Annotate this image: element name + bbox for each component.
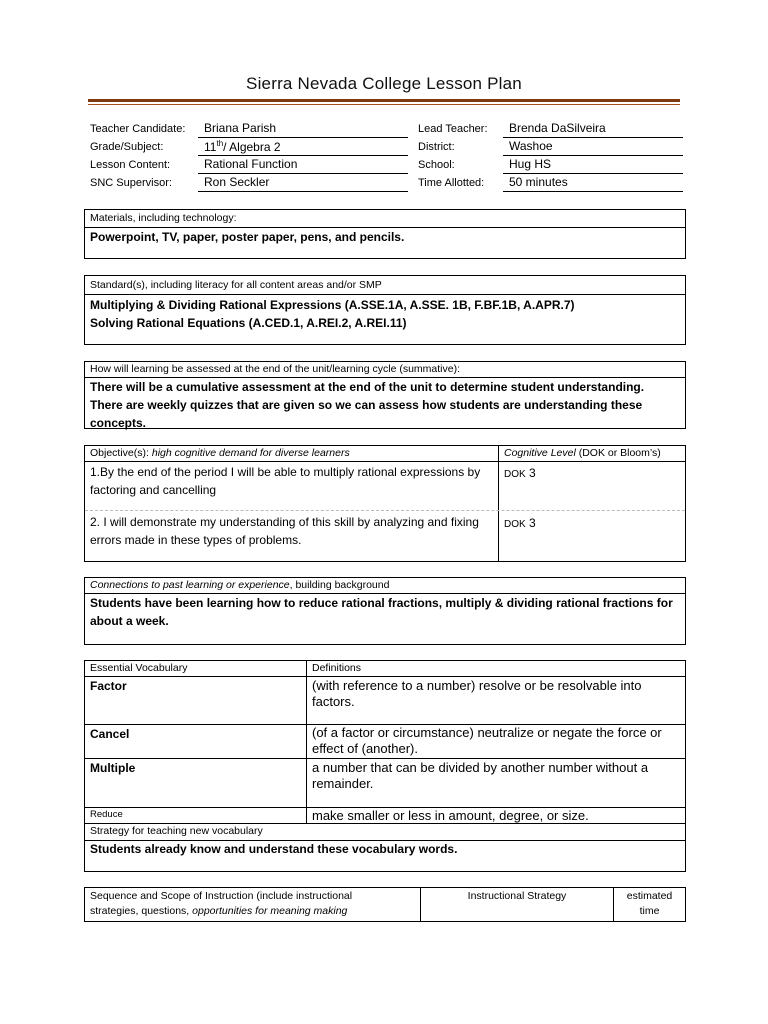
time-allotted-label: Time Allotted: [418,177,485,189]
vocab-col1-header: Essential Vocabulary [90,662,188,674]
objective-item[interactable] [90,463,495,499]
sequence-col1-line2-plain: strategies, questions, [90,905,193,917]
vocab-term: Cancel [90,727,130,741]
objective-num: 1. [90,465,101,479]
sequence-col2-header: Instructional Strategy [467,890,567,902]
title-rule [88,99,680,102]
connections-section [84,577,686,645]
grade-num: 11 [204,140,217,154]
connections-text[interactable]: Students have been learning how to reduce rational fractions, multiply & dividing rational fractions for about a week. [90,596,673,628]
objective-text: By the end of the period I will be able to multiply rational expressions by factoring and cancelling [90,465,481,497]
page-title: Sierra Nevada College Lesson Plan [246,74,522,93]
materials-text[interactable]: Powerpoint, TV, paper, poster paper, pens, and pencils. [90,230,405,244]
cognitive-level-header [504,446,684,461]
objectives-header [90,446,495,461]
objectives-heading-plain: Objective(s): [90,447,152,459]
objective-item[interactable] [90,513,495,549]
lead-teacher-value: Brenda DaSilveira [509,121,606,135]
lesson-content-label: Lesson Content: [90,159,171,171]
dok-cell[interactable] [504,466,684,480]
vocab-row-divider [85,758,685,759]
sequence-col1-header [90,889,415,919]
grade-subject-field[interactable] [198,139,408,156]
vocabulary-table [84,660,686,872]
objectives-col-divider [498,446,499,561]
vocab-definition[interactable]: (with reference to a number) resolve or be resolvable into factors. [312,678,642,709]
connections-heading-italic: Connections to past learning or experience [90,579,290,591]
snc-supervisor-label: SNC Supervisor: [90,177,172,189]
standards-section [84,275,686,345]
standards-heading: Standard(s), including literacy for all content areas and/or SMP [85,276,685,295]
standards-line-2[interactable]: Solving Rational Equations (A.CED.1, A.REI.2, A.REI.11) [90,316,407,330]
school-value: Hug HS [509,157,552,171]
sequence-col3-line2: time [639,905,660,917]
sequence-col3-header [614,889,685,919]
vocab-definition[interactable]: (of a factor or circumstance) neutralize or negate the force or effect of (another). [312,725,662,756]
connections-heading [85,578,685,594]
vocab-term: Multiple [90,761,136,775]
dok-label: DOK [504,519,526,530]
vocab-strategy-text[interactable]: Students already know and understand these vocabulary words. [90,842,458,856]
dok-value: 3 [529,516,536,530]
materials-heading: Materials, including technology: [85,210,685,228]
sequence-col1-line2-italic: opportunities for meaning making [192,905,348,917]
snc-supervisor-field[interactable] [198,175,408,192]
school-label: School: [418,159,455,171]
school-field[interactable] [503,157,683,174]
objectives-table [84,445,686,562]
vocab-col-divider [306,661,307,823]
sequence-table [84,887,686,922]
dok-cell[interactable] [504,516,684,530]
snc-supervisor-value: Ron Seckler [204,175,270,189]
grade-sup: th [216,139,224,148]
assessment-text[interactable]: There will be a cumulative assessment at the end of the unit to determine student understanding. There are weekly quizzes that are given so we can assess how students are understanding these concepts. [90,380,645,430]
objective-num: 2. [90,515,101,529]
connections-heading-plain: , building background [289,579,390,591]
objectives-header-divider [85,461,685,462]
time-allotted-value: 50 minutes [509,175,568,189]
district-label: District: [418,141,455,153]
teacher-candidate-label: Teacher Candidate: [90,123,186,135]
vocab-col2-header: Definitions [312,662,362,674]
vocab-term: Reduce [90,809,123,820]
lesson-content-field[interactable] [198,157,408,174]
standards-line-1[interactable]: Multiplying & Dividing Rational Expressions (A.SSE.1A, A.SSE. 1B, F.BF.1B, A.APR.7) [90,298,575,312]
vocab-definition[interactable]: make smaller or less in amount, degree, or size. [312,808,589,823]
dok-label: DOK [504,469,526,480]
dok-value: 3 [529,466,536,480]
lesson-content-value: Rational Function [204,157,298,171]
lead-teacher-label: Lead Teacher: [418,123,488,135]
vocab-definition[interactable]: a number that can be divided by another number without a remainder. [312,760,649,791]
time-allotted-field[interactable] [503,175,683,192]
vocab-row-divider [85,840,685,841]
assessment-heading: How will learning be assessed at the end of the unit/learning cycle (summative): [85,362,685,378]
vocab-row-divider [85,676,685,677]
teacher-candidate-field[interactable] [198,121,408,138]
vocab-strategy-heading: Strategy for teaching new vocabulary [90,825,263,837]
assessment-section [84,361,686,429]
teacher-candidate-value: Briana Parish [204,121,277,135]
materials-section [84,209,686,259]
vocab-term: Factor [90,679,127,693]
district-value: Washoe [509,139,553,153]
grade-subject-label: Grade/Subject: [90,141,164,153]
district-field[interactable] [503,139,683,156]
title-rule-thin [88,104,680,105]
objective-text: I will demonstrate my understanding of this skill by analyzing and fixing errors made in these types of problems. [90,515,479,547]
cognitive-level-plain: (DOK or Bloom’s) [575,447,661,459]
objectives-heading-italic: high cognitive demand for diverse learners [151,447,350,459]
lead-teacher-field[interactable] [503,121,683,138]
objectives-row-divider [85,510,685,511]
sequence-col1-line1: Sequence and Scope of Instruction (include instructional [90,890,353,902]
sequence-col3-line1: estimated [626,890,673,902]
cognitive-level-italic: Cognitive Level [504,447,576,459]
grade-rest: / Algebra 2 [223,140,281,154]
